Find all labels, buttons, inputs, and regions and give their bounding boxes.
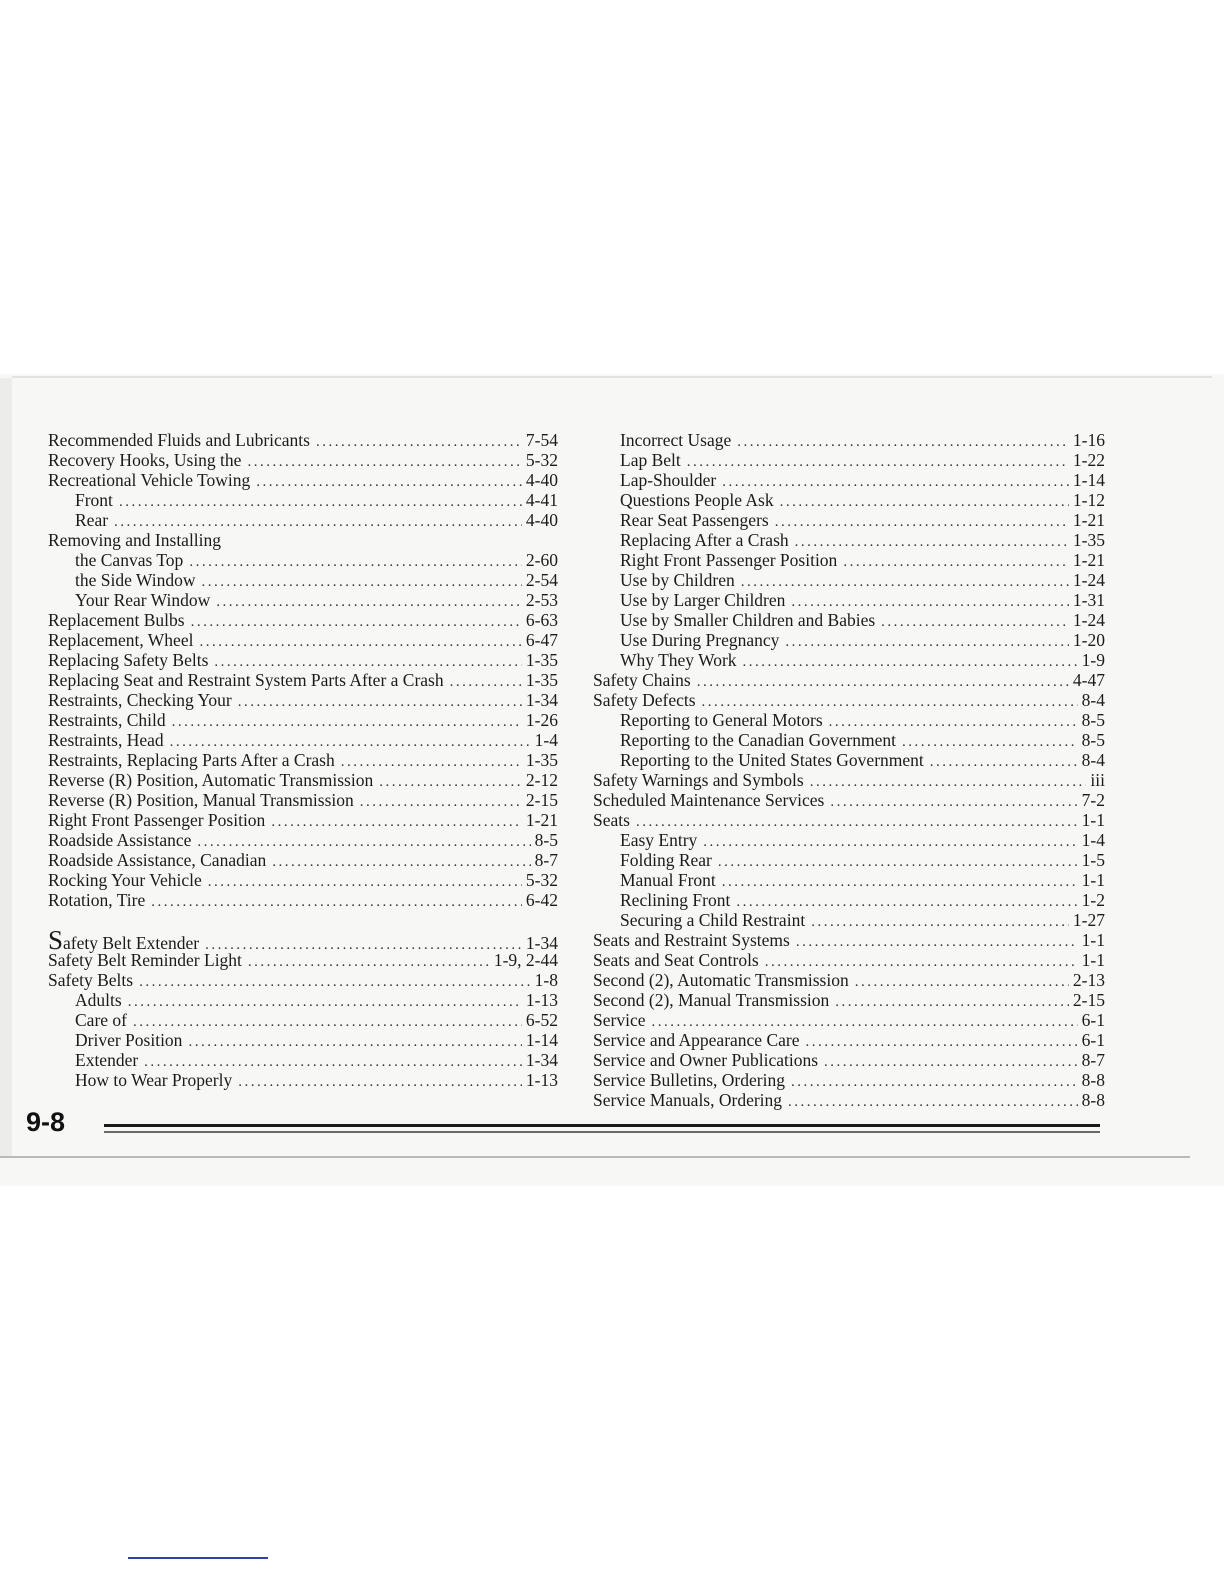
index-page-ref: 2-12 xyxy=(525,770,558,790)
index-term: Reporting to the Canadian Government xyxy=(620,730,897,750)
index-page-ref: 1-31 xyxy=(1072,590,1105,610)
index-term: Rocking Your Vehicle xyxy=(48,870,202,890)
index-entry xyxy=(48,630,558,650)
index-page-ref: 1-14 xyxy=(525,1030,558,1050)
dot-leader xyxy=(272,852,530,872)
index-entry xyxy=(593,670,1105,690)
index-term: Second (2), Manual Transmission xyxy=(593,990,830,1010)
index-entry xyxy=(48,870,558,890)
index-term: Replacing Safety Belts xyxy=(48,650,209,670)
index-subentry xyxy=(593,850,1105,870)
dot-leader xyxy=(811,912,1069,932)
dot-leader xyxy=(191,612,522,632)
index-page-ref: 6-42 xyxy=(525,890,558,910)
index-term: Second (2), Automatic Transmission xyxy=(593,970,849,990)
index-term: the Canvas Top xyxy=(75,550,184,570)
index-term: Adults xyxy=(75,990,122,1010)
index-page-ref: 8-5 xyxy=(1081,730,1105,750)
index-entry xyxy=(48,430,558,450)
index-subentry xyxy=(593,730,1105,750)
dot-leader xyxy=(788,1092,1078,1112)
index-subentry xyxy=(593,650,1105,670)
footer-rule-thick xyxy=(104,1124,1100,1127)
index-page-ref: 1-12 xyxy=(1072,490,1105,510)
index-entry xyxy=(593,1010,1105,1030)
index-term: Removing and Installing xyxy=(48,530,222,550)
index-page-ref: 1-35 xyxy=(1072,530,1105,550)
index-entry xyxy=(48,470,558,490)
index-page-ref: 1-14 xyxy=(1072,470,1105,490)
index-page-ref: 1-16 xyxy=(1072,430,1105,450)
index-term: Use by Larger Children xyxy=(620,590,786,610)
index-page-ref: 1-20 xyxy=(1072,630,1105,650)
index-page-ref: 8-7 xyxy=(1081,1050,1105,1070)
index-term: Service xyxy=(593,1010,646,1030)
dot-leader xyxy=(741,572,1069,592)
index-term: Safety Belt Reminder Light xyxy=(48,950,242,970)
index-page-ref: 8-4 xyxy=(1081,750,1105,770)
index-subentry xyxy=(593,550,1105,570)
dot-leader xyxy=(256,472,522,492)
index-entry xyxy=(48,970,558,990)
index-term: Incorrect Usage xyxy=(620,430,732,450)
dot-leader xyxy=(930,752,1078,772)
index-term: the Side Window xyxy=(75,570,196,590)
index-subentry xyxy=(48,570,558,590)
dot-leader xyxy=(651,1012,1077,1032)
index-entry xyxy=(48,690,558,710)
index-term: Replacement, Wheel xyxy=(48,630,194,650)
index-page-ref: 6-63 xyxy=(525,610,558,630)
dot-leader xyxy=(810,772,1087,792)
index-entry xyxy=(593,990,1105,1010)
index-page-ref: 1-1 xyxy=(1081,810,1105,830)
dot-leader xyxy=(824,1052,1078,1072)
index-term: Replacement Bulbs xyxy=(48,610,185,630)
index-term: Securing a Child Restraint xyxy=(620,910,806,930)
footer-rule-thin xyxy=(104,1131,1100,1133)
index-page-ref: 1-21 xyxy=(1072,550,1105,570)
index-term-rest: afety Belt Extender xyxy=(63,933,200,953)
index-term: Front xyxy=(75,490,113,510)
index-subentry xyxy=(593,830,1105,850)
index-list-r xyxy=(48,430,558,910)
index-subentry xyxy=(48,990,558,1010)
index-subentry xyxy=(593,450,1105,470)
dot-leader xyxy=(785,632,1069,652)
dot-leader xyxy=(855,972,1069,992)
index-term: Roadside Assistance, Canadian xyxy=(48,850,267,870)
dot-leader xyxy=(379,772,522,792)
index-column-right xyxy=(593,430,1105,1110)
index-term: Restraints, Replacing Parts After a Crash xyxy=(48,750,335,770)
index-subentry xyxy=(593,710,1105,730)
index-page-ref: 1-4 xyxy=(534,730,558,750)
index-term: Use During Pregnancy xyxy=(620,630,780,650)
index-page-ref: 1-35 xyxy=(525,750,558,770)
index-page-ref: 2-13 xyxy=(1072,970,1105,990)
index-subentry xyxy=(48,490,558,510)
dot-leader xyxy=(128,992,522,1012)
index-term: Care of xyxy=(75,1010,127,1030)
index-subentry xyxy=(593,590,1105,610)
scan-edge-left xyxy=(0,378,12,1156)
dot-leader xyxy=(780,492,1069,512)
dot-leader xyxy=(197,832,530,852)
dot-leader xyxy=(703,832,1077,852)
dot-leader xyxy=(341,752,522,772)
index-page-ref: 1-27 xyxy=(1072,910,1105,930)
index-page-ref: 8-8 xyxy=(1081,1090,1105,1110)
index-entry xyxy=(48,530,558,550)
index-entry xyxy=(593,690,1105,710)
dot-leader xyxy=(189,552,522,572)
dot-leader xyxy=(360,792,522,812)
dot-leader xyxy=(791,592,1069,612)
dot-leader xyxy=(271,812,522,832)
index-entry xyxy=(48,650,558,670)
index-term: Extender xyxy=(75,1050,139,1070)
dot-leader xyxy=(722,872,1078,892)
index-term: Reclining Front xyxy=(620,890,731,910)
index-term: Safety Defects xyxy=(593,690,696,710)
index-entry xyxy=(593,810,1105,830)
index-page-ref: 1-1 xyxy=(1081,950,1105,970)
index-term: Safety Belts xyxy=(48,970,134,990)
index-page-ref: 1-24 xyxy=(1072,610,1105,630)
index-page-ref: 2-60 xyxy=(525,550,558,570)
index-page-ref: 1-9 xyxy=(1081,650,1105,670)
index-term: Use by Smaller Children and Babies xyxy=(620,610,876,630)
index-term: Service Bulletins, Ordering xyxy=(593,1070,785,1090)
scan-edge-top xyxy=(12,376,1212,378)
dot-leader xyxy=(214,652,522,672)
index-entry xyxy=(593,930,1105,950)
index-page-ref: 1-13 xyxy=(525,990,558,1010)
index-subentry xyxy=(48,1010,558,1030)
index-term: Service and Appearance Care xyxy=(593,1030,800,1050)
index-term: Roadside Assistance xyxy=(48,830,192,850)
index-term: Reporting to General Motors xyxy=(620,710,823,730)
index-term: Rear xyxy=(75,510,109,530)
index-entry xyxy=(48,750,558,770)
dot-leader xyxy=(718,852,1078,872)
index-list-s-continued xyxy=(593,430,1105,1110)
index-list-s xyxy=(48,925,558,1090)
dot-leader xyxy=(202,572,522,592)
index-term: Replacing Seat and Restraint System Parts After a Crash xyxy=(48,670,444,690)
dot-leader xyxy=(829,712,1078,732)
index-entry xyxy=(593,1070,1105,1090)
index-subentry xyxy=(593,510,1105,530)
dot-leader xyxy=(835,992,1069,1012)
index-subentry xyxy=(593,470,1105,490)
index-term: Driver Position xyxy=(75,1030,183,1050)
dot-leader xyxy=(238,1072,522,1092)
index-entry xyxy=(593,970,1105,990)
index-page-ref: 6-52 xyxy=(525,1010,558,1030)
index-subentry xyxy=(48,1050,558,1070)
index-page-ref: 1-8 xyxy=(534,970,558,990)
index-page-ref: 2-15 xyxy=(525,790,558,810)
index-entry xyxy=(48,925,558,955)
index-subentry xyxy=(48,510,558,530)
index-subentry xyxy=(48,590,558,610)
dot-leader xyxy=(208,872,522,892)
index-term: Right Front Passenger Position xyxy=(48,810,266,830)
index-page-ref: 4-47 xyxy=(1072,670,1105,690)
index-page-ref: 7-2 xyxy=(1081,790,1105,810)
dot-leader xyxy=(188,1032,521,1052)
dot-leader xyxy=(765,952,1078,972)
index-entry xyxy=(48,850,558,870)
index-page-ref: 1-34 xyxy=(525,690,558,710)
index-entry xyxy=(48,610,558,630)
index-page-ref: 8-7 xyxy=(534,850,558,870)
index-entry xyxy=(593,1050,1105,1070)
index-term: Reverse (R) Position, Manual Transmission xyxy=(48,790,354,810)
index-term: Why They Work xyxy=(620,650,737,670)
dot-leader xyxy=(133,1012,522,1032)
index-term: Reporting to the United States Government xyxy=(620,750,924,770)
index-page-ref: 1-9, 2-44 xyxy=(493,950,558,970)
index-page-ref: 1-1 xyxy=(1081,870,1105,890)
index-term: Seats xyxy=(593,810,630,830)
index-page-ref: 6-1 xyxy=(1081,1010,1105,1030)
index-subentry xyxy=(593,870,1105,890)
dot-leader xyxy=(139,972,531,992)
index-page-ref: 1-35 xyxy=(525,670,558,690)
index-entry xyxy=(48,770,558,790)
index-page-ref: 1-24 xyxy=(1072,570,1105,590)
index-page-ref: 2-15 xyxy=(1072,990,1105,1010)
index-term: Scheduled Maintenance Services xyxy=(593,790,825,810)
index-page-ref: 1-13 xyxy=(525,1070,558,1090)
index-entry xyxy=(48,810,558,830)
index-term: Safety Warnings and Symbols xyxy=(593,770,804,790)
index-entry xyxy=(48,670,558,690)
index-subentry xyxy=(593,570,1105,590)
index-page-ref: 2-53 xyxy=(525,590,558,610)
index-page-ref: 1-35 xyxy=(525,650,558,670)
index-page-ref: 1-4 xyxy=(1081,830,1105,850)
index-term: Rear Seat Passengers xyxy=(620,510,769,530)
dot-leader xyxy=(450,672,522,692)
section-gap xyxy=(48,910,558,930)
index-subentry xyxy=(48,550,558,570)
index-page-ref: 1-2 xyxy=(1081,890,1105,910)
index-page-ref: 8-5 xyxy=(1081,710,1105,730)
index-term: Recommended Fluids and Lubricants xyxy=(48,430,310,450)
index-subentry xyxy=(593,530,1105,550)
index-term: Rotation, Tire xyxy=(48,890,146,910)
index-page-ref: 1-5 xyxy=(1081,850,1105,870)
dot-leader xyxy=(636,812,1078,832)
index-entry xyxy=(48,730,558,750)
index-term: Your Rear Window xyxy=(75,590,211,610)
scan-edge-bottom xyxy=(0,1156,1190,1158)
index-term: Service Manuals, Ordering xyxy=(593,1090,783,1110)
dot-leader xyxy=(722,472,1069,492)
index-page-ref: 1-21 xyxy=(525,810,558,830)
index-page-ref: 1-22 xyxy=(1072,450,1105,470)
index-term: Seats and Restraint Systems xyxy=(593,930,790,950)
index-entry xyxy=(48,450,558,470)
index-page-ref: 2-54 xyxy=(525,570,558,590)
index-term: Replacing After a Crash xyxy=(620,530,789,550)
index-entry xyxy=(48,710,558,730)
dot-leader xyxy=(806,1032,1078,1052)
dot-leader xyxy=(775,512,1069,532)
index-page-ref: 4-40 xyxy=(525,510,558,530)
index-page-ref: 4-41 xyxy=(525,490,558,510)
index-term: Use by Children xyxy=(620,570,735,590)
index-column-left xyxy=(48,430,558,1090)
index-page-ref: 8-4 xyxy=(1081,690,1105,710)
index-page-ref: 4-40 xyxy=(525,470,558,490)
dot-leader xyxy=(843,552,1069,572)
index-term: Manual Front xyxy=(620,870,716,890)
index-term: Lap Belt xyxy=(620,450,681,470)
dot-leader xyxy=(216,592,522,612)
section-drop-cap: S xyxy=(48,925,64,955)
dot-leader xyxy=(170,732,531,752)
index-page-ref: 1-21 xyxy=(1072,510,1105,530)
dot-leader xyxy=(247,452,521,472)
dot-leader xyxy=(902,732,1078,752)
index-entry xyxy=(48,950,558,970)
index-page-ref: 1-1 xyxy=(1081,930,1105,950)
index-entry xyxy=(48,890,558,910)
index-term: Lap-Shoulder xyxy=(620,470,717,490)
index-term: Restraints, Head xyxy=(48,730,164,750)
index-term: Questions People Ask xyxy=(620,490,774,510)
index-term: Easy Entry xyxy=(620,830,698,850)
index-term: How to Wear Properly xyxy=(75,1070,233,1090)
dot-leader xyxy=(151,892,522,912)
dot-leader xyxy=(702,692,1078,712)
page-number: 9-8 xyxy=(26,1107,66,1137)
index-subentry xyxy=(593,750,1105,770)
index-subentry xyxy=(593,610,1105,630)
index-page-ref: 6-1 xyxy=(1081,1030,1105,1050)
index-entry xyxy=(593,950,1105,970)
index-subentry xyxy=(593,910,1105,930)
index-entry xyxy=(593,790,1105,810)
index-subentry xyxy=(593,490,1105,510)
index-page-ref: 5-32 xyxy=(525,870,558,890)
dot-leader xyxy=(687,452,1069,472)
dot-leader xyxy=(114,512,522,532)
dot-leader xyxy=(248,952,490,972)
dot-leader xyxy=(737,432,1069,452)
index-page-ref: iii xyxy=(1090,770,1105,790)
dot-leader xyxy=(316,432,522,452)
index-subentry xyxy=(48,1030,558,1050)
dot-leader xyxy=(791,1072,1078,1092)
index-term: Service and Owner Publications xyxy=(593,1050,819,1070)
dot-leader xyxy=(119,492,522,512)
dot-leader xyxy=(830,792,1077,812)
index-entry xyxy=(593,1090,1105,1110)
dot-leader xyxy=(199,632,521,652)
index-page-ref: 7-54 xyxy=(525,430,558,450)
index-term: Reverse (R) Position, Automatic Transmission xyxy=(48,770,374,790)
dot-leader xyxy=(795,532,1069,552)
index-subentry xyxy=(593,630,1105,650)
index-term: Seats and Seat Controls xyxy=(593,950,759,970)
index-page-ref: 6-47 xyxy=(525,630,558,650)
dot-leader xyxy=(881,612,1069,632)
index-term: Restraints, Checking Your xyxy=(48,690,232,710)
index-page-ref: 8-8 xyxy=(1081,1070,1105,1090)
dot-leader xyxy=(144,1052,522,1072)
index-term: Folding Rear xyxy=(620,850,712,870)
dot-leader xyxy=(172,712,522,732)
dot-leader xyxy=(238,692,522,712)
dot-leader xyxy=(697,672,1069,692)
index-subentry xyxy=(593,430,1105,450)
index-subentry xyxy=(593,890,1105,910)
footer-link-line xyxy=(128,1557,268,1559)
dot-leader xyxy=(736,892,1077,912)
index-page-ref: 1-26 xyxy=(525,710,558,730)
index-page-ref: 1-34 xyxy=(525,1050,558,1070)
index-term: Safety Chains xyxy=(593,670,691,690)
index-term: Recovery Hooks, Using the xyxy=(48,450,242,470)
index-subentry xyxy=(48,1070,558,1090)
index-entry xyxy=(48,830,558,850)
index-entry xyxy=(593,770,1105,790)
index-term: Right Front Passenger Position xyxy=(620,550,838,570)
index-page-ref: 5-32 xyxy=(525,450,558,470)
index-page-ref: 8-5 xyxy=(534,830,558,850)
index-entry xyxy=(593,1030,1105,1050)
index-page-ref: 1-34 xyxy=(525,933,558,953)
index-term: Restraints, Child xyxy=(48,710,166,730)
index-term: Recreational Vehicle Towing xyxy=(48,470,251,490)
index-entry xyxy=(48,790,558,810)
dot-leader xyxy=(796,932,1078,952)
dot-leader xyxy=(743,652,1078,672)
